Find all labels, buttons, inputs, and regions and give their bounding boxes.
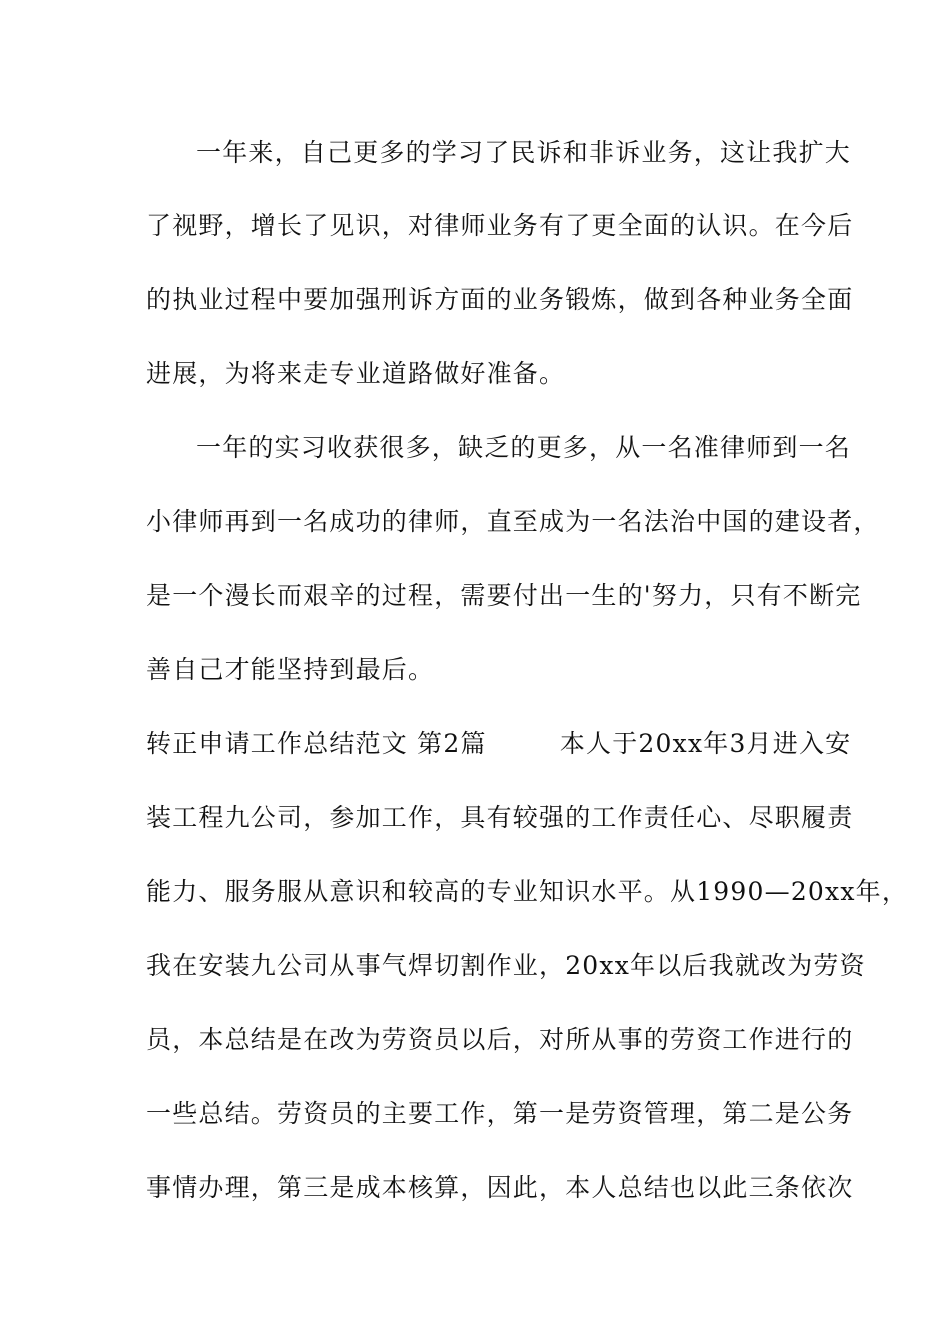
paragraph-line: 小律师再到一名成功的律师，直至成为一名法治中国的建设者， [146,507,880,536]
paragraph-line: 善自己才能坚持到最后。 [146,655,435,684]
paragraph-line: 员，本总结是在改为劳资员以后，对所从事的劳资工作进行的 [146,1025,854,1054]
paragraph-line: 一年的实习收获很多，缺乏的更多，从一名准律师到一名 [196,433,852,462]
paragraph-line: 能力、服务服从意识和较高的专业知识水平。从1990—20xx年， [146,877,909,906]
paragraph-line: 一些总结。劳资员的主要工作，第一是劳资管理，第二是公务 [146,1099,854,1128]
paragraph-line: 一年来，自己更多的学习了民诉和非诉业务，这让我扩大 [196,138,852,167]
paragraph-line: 是一个漫长而艰辛的过程，需要付出一生的'努力，只有不断完 [146,581,862,610]
paragraph-line: 装工程九公司，参加工作，具有较强的工作责任心、尽职履责 [146,803,854,832]
section-heading-line: 转正申请工作总结范文 第2篇 本人于20xx年3月进入安 [146,729,852,758]
paragraph-line: 我在安装九公司从事气焊切割作业，20xx年以后我就改为劳资 [146,951,866,980]
paragraph-line: 了视野，增长了见识，对律师业务有了更全面的认识。在今后 [146,211,854,240]
paragraph-line: 的执业过程中要加强刑诉方面的业务锻炼，做到各种业务全面 [146,285,854,314]
paragraph-line: 进展，为将来走专业道路做好准备。 [146,359,566,388]
paragraph-line: 事情办理，第三是成本核算，因此，本人总结也以此三条依次 [146,1173,854,1202]
